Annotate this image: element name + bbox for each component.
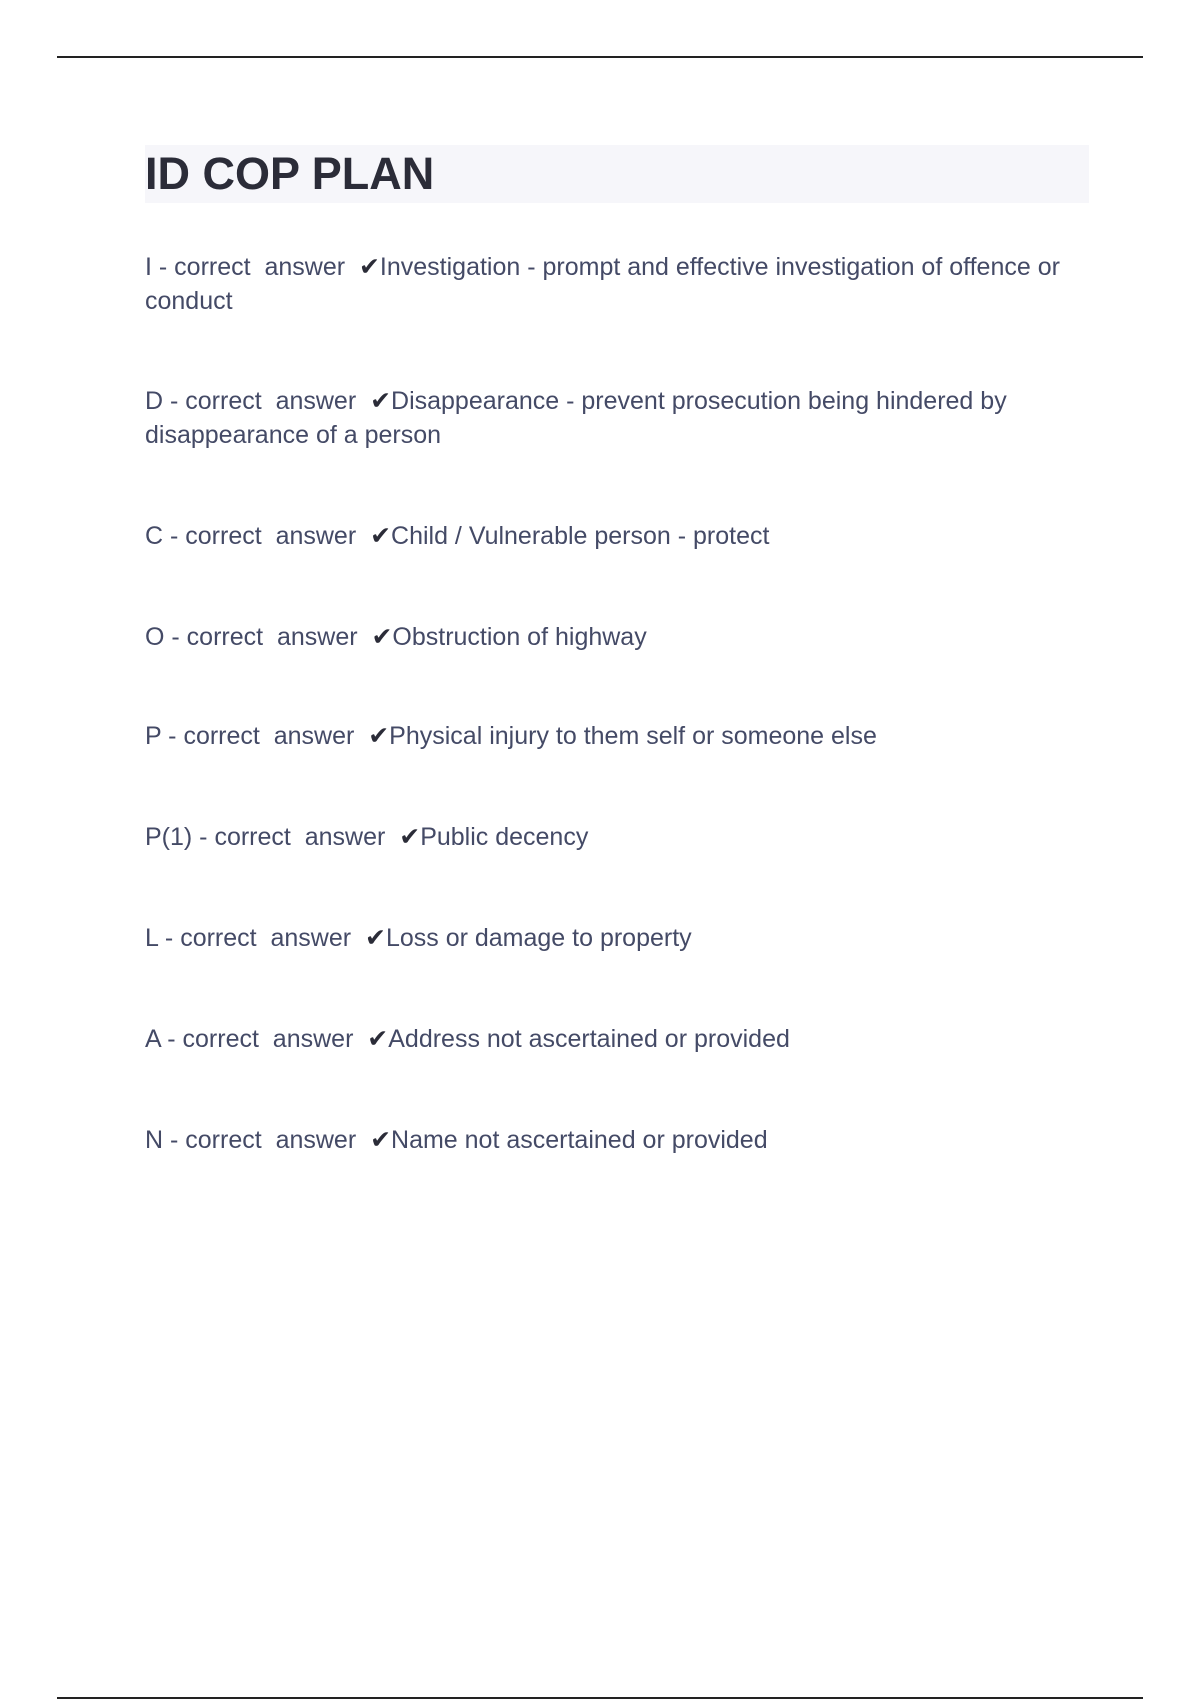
entry-term: D - correct answer [145,387,371,415]
entry-n [145,1123,1095,1157]
check-icon: ✔ [368,722,390,750]
entry-term: I - correct answer [145,253,359,281]
entry-definition: Loss or damage to property [385,924,692,952]
check-icon: ✔ [399,823,421,851]
check-icon: ✔ [370,1126,392,1154]
page-title: ID COP PLAN [145,148,435,199]
top-divider [57,56,1143,58]
check-icon: ✔ [358,253,380,281]
entry-c [145,519,1095,553]
check-icon: ✔ [371,623,393,651]
entry-a [145,1022,1095,1056]
entry-l [145,921,1095,955]
entry-d [145,384,1095,452]
entry-term: P(1) - correct answer [145,823,400,851]
entry-definition: Disappearance - prevent prosecution being hindered by disappearance of a person [145,387,1007,449]
entry-definition: Obstruction of highway [392,623,647,651]
entry-definition: Address not ascertained or provided [388,1025,790,1053]
check-icon: ✔ [370,387,392,415]
entry-term: O - correct answer [145,623,372,651]
entry-p1 [145,820,1095,854]
entry-definition: Public decency [420,823,589,851]
entry-definition: Physical injury to them self or someone else [389,722,877,750]
entry-term: A - correct answer [145,1025,368,1053]
entry-definition: Investigation - prompt and effective investigation of offence or conduct [145,253,1060,315]
entry-i [145,250,1095,318]
entry-definition: Name not ascertained or provided [391,1126,768,1154]
check-icon: ✔ [370,522,392,550]
entry-term: N - correct answer [145,1126,371,1154]
bottom-divider [57,1697,1143,1699]
entry-p [145,719,1095,753]
entry-o [145,620,1095,654]
entry-term: L - correct answer [145,924,365,952]
entry-term: C - correct answer [145,522,371,550]
check-icon: ✔ [367,1025,389,1053]
entry-term: P - correct answer [145,722,369,750]
entry-definition: Child / Vulnerable person - protect [391,522,770,550]
check-icon: ✔ [364,924,386,952]
